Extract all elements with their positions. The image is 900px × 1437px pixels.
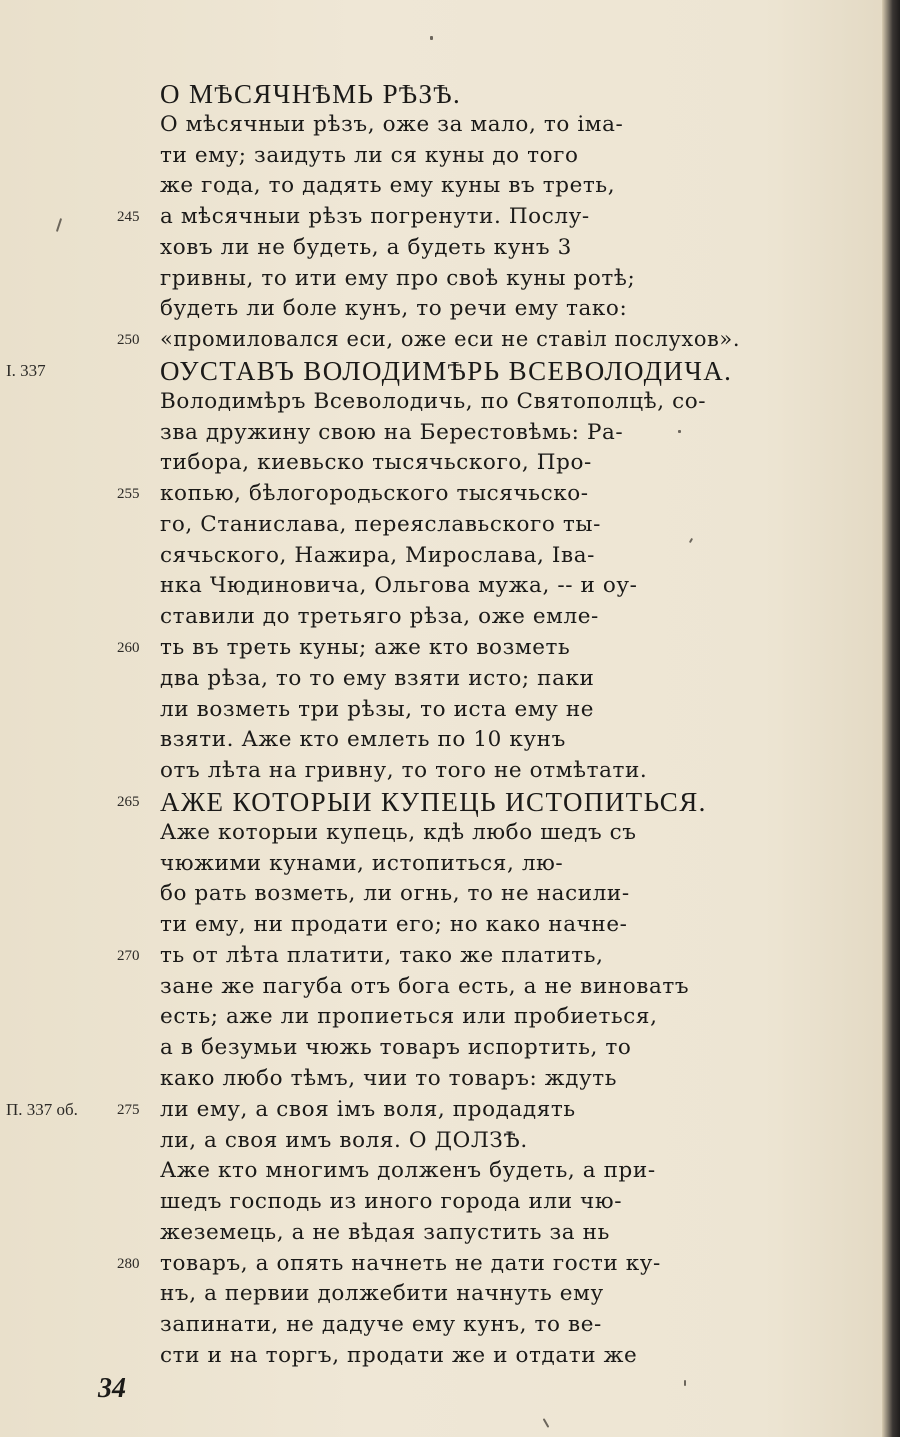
speck — [678, 430, 681, 433]
text-line: товаръ, а опять начнеть не дати гости ку- — [160, 1251, 661, 1276]
section-heading: АЖЕ КОТОРЫИ КУПЕЦЬ ИСТОПИТЬСЯ. — [160, 787, 707, 817]
manuscript-reference: I. 337 — [6, 361, 46, 380]
text-line: ли возметь три рѣзы, то иста ему не — [160, 697, 595, 722]
line-number: 255 — [117, 486, 140, 502]
text-line: ховъ ли не будеть, а будеть кунъ 3 — [160, 235, 572, 260]
text-line: отъ лѣта на гривну, то того не отмѣтати. — [160, 758, 648, 783]
speck — [56, 218, 62, 232]
text-line: чюжими кунами, истопиться, лю- — [160, 851, 564, 876]
text-line: запинати, не дадуче ему кунъ, то ве- — [160, 1312, 602, 1337]
text-line: Володимѣръ Всеволодичь, по Святополцѣ, со- — [160, 389, 707, 414]
text-line: Аже которыи купець, кдѣ любо шедъ съ — [160, 820, 637, 845]
text-line: Аже кто многимъ долженъ будеть, а при- — [160, 1158, 656, 1183]
text-line: жеземець, а не вѣдая запустить за нь — [160, 1220, 610, 1245]
text-line: ть от лѣта платити, тако же платить, — [160, 943, 604, 968]
text-line: бо рать возметь, ли огнь, то не насили- — [160, 881, 630, 906]
manuscript-reference: П. 337 об. — [6, 1100, 78, 1119]
line-number: 280 — [117, 1256, 140, 1272]
speck — [689, 538, 693, 543]
line-number: 250 — [117, 332, 140, 348]
text-line: го, Станислава, переяславьского ты- — [160, 512, 601, 537]
text-line: шедъ господь из иного города или чю- — [160, 1189, 623, 1214]
text-line: взяти. Аже кто емлеть по 10 кунъ — [160, 727, 566, 752]
text-line: копью, бѣлогородьского тысячьско- — [160, 481, 589, 506]
line-number: 260 — [117, 640, 140, 656]
text-line: тибора, киевьско тысячьского, Про- — [160, 450, 592, 475]
text-line: зва дружину свою на Берестовѣмь: Ра- — [160, 420, 624, 445]
text-line: же года, то дадять ему куны въ треть, — [160, 173, 616, 198]
text-line: ставили до третьяго рѣза, оже емле- — [160, 604, 599, 629]
text-line: нъ, а первии должебити начнуть ему — [160, 1281, 604, 1306]
text-line: како любо тѣмъ, чии то товаръ: ждуть — [160, 1066, 618, 1091]
section-heading: О МѢСЯЧНѢМЬ РѢЗѢ. — [160, 79, 462, 109]
line-number: 275 — [117, 1102, 140, 1118]
text-line: сти и на торгъ, продати же и отдати же — [160, 1343, 638, 1368]
section-heading: ОУСТАВЪ ВОЛОДИМѢРЬ ВСЕВОЛОДИЧА. — [160, 356, 733, 386]
text-line: ть въ треть куны; аже кто возметь — [160, 635, 571, 660]
text-line: а в безумьи чюжь товаръ испортить, то — [160, 1035, 632, 1060]
line-number: 265 — [117, 794, 140, 810]
text-line: зане же пагуба отъ бога есть, а не виноватъ — [160, 974, 690, 999]
text-line: два рѣза, то то ему взяти исто; паки — [160, 666, 595, 691]
text-line: есть; аже ли пропиеться или пробиеться, — [160, 1004, 658, 1029]
line-number: 245 — [117, 209, 140, 225]
speck — [430, 36, 433, 40]
line-number: 270 — [117, 948, 140, 964]
text-line: ли, а своя имъ воля. О ДОЛЗѢ. — [160, 1128, 528, 1153]
speck — [543, 1418, 550, 1428]
text-line: О мѣсячныи рѣзъ, оже за мало, то іма- — [160, 112, 624, 137]
speck — [684, 1380, 686, 1386]
text-line: а мѣсячныи рѣзъ погренути. Послу- — [160, 204, 590, 229]
text-line: будеть ли боле кунъ, то речи ему тако: — [160, 296, 628, 321]
text-line: сячьского, Нажира, Мирослава, Іва- — [160, 543, 595, 568]
text-line: «промиловался еси, оже еси не ставіл послухов». — [160, 327, 741, 352]
book-spine-edge — [882, 0, 900, 1437]
page-number: 34 — [98, 1373, 126, 1404]
text-line: гривны, то ити ему про своѣ куны ротѣ; — [160, 266, 636, 291]
text-line: нка Чюдиновича, Ольгова мужа, -- и оу- — [160, 573, 638, 598]
text-line: ти ему, ни продати его; но како начне- — [160, 912, 628, 937]
text-line: ли ему, а своя імъ воля, продадять — [160, 1097, 576, 1122]
text-line: ти ему; заидуть ли ся куны до того — [160, 143, 579, 168]
